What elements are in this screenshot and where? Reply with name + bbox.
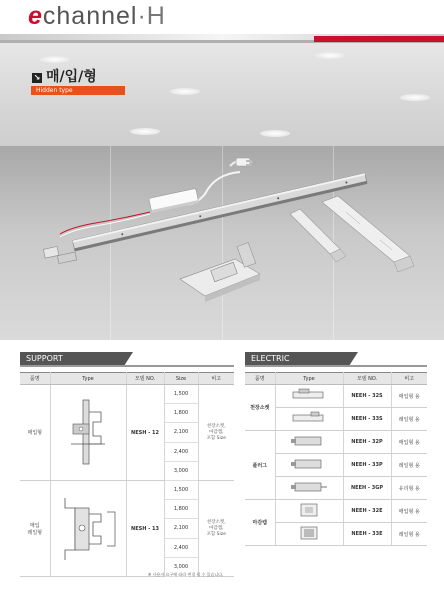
group-name: 플러그 — [245, 431, 275, 500]
support-section-label: SUPPORT — [20, 352, 124, 366]
electric-table — [245, 372, 427, 546]
electric-section-label: ELECTRIC — [245, 352, 349, 366]
electric-header-row — [245, 373, 427, 385]
size-cell: 1,800 — [164, 404, 198, 423]
type-image — [275, 385, 343, 408]
page-title: ↘ 매/입/형 — [33, 69, 97, 85]
remark: 천장소켓, 마감캡, 포함 Size — [198, 385, 234, 481]
table-row — [245, 385, 427, 408]
type-image — [275, 477, 343, 500]
model-number: NEEH - 33P — [343, 454, 391, 477]
brand-logo: echannel·H — [28, 2, 166, 30]
type-image — [275, 408, 343, 431]
remark: 매입형 용 — [391, 500, 427, 523]
profile-diagram — [53, 392, 123, 472]
table-row — [245, 431, 427, 454]
col-header: 비고 — [198, 373, 234, 385]
product-type-image — [50, 481, 126, 577]
size-cell: 2,100 — [164, 423, 198, 442]
support-header-row — [20, 373, 234, 385]
profile-diagram — [53, 488, 123, 568]
arrow-icon: ↘ — [33, 73, 41, 82]
size-cell: 2,400 — [164, 538, 198, 557]
product-name: 매입형 — [20, 385, 50, 481]
group-name: 천장소켓 — [245, 385, 275, 431]
remark: 매입형 용 — [391, 385, 427, 408]
support-table — [20, 372, 234, 577]
model-number: NEEH - 32S — [343, 385, 391, 408]
size-cell: 2,100 — [164, 519, 198, 538]
subtitle-bar: Hidden type — [31, 86, 125, 95]
col-header: 모델 NO. — [343, 373, 391, 385]
electric-divider — [245, 365, 427, 367]
size-cell: 1,500 — [164, 481, 198, 500]
product-type-image — [50, 385, 126, 481]
col-header: Type — [50, 373, 126, 385]
group-name: 마감캡 — [245, 500, 275, 546]
model-number: NESH - 12 — [126, 385, 164, 481]
model-number: NEEH - 3GP — [343, 477, 391, 500]
support-divider — [20, 365, 234, 367]
remark: 매입형 용 — [391, 431, 427, 454]
model-number: NEEH - 33E — [343, 523, 391, 546]
footnote: ※ 사용자 요구에 따라 변경 될 수 있습니다. — [148, 572, 224, 577]
size-cell: 1,500 — [164, 385, 198, 404]
type-image — [275, 523, 343, 546]
product-name: 매입 레일형 — [20, 481, 50, 577]
col-header: 품명 — [245, 373, 275, 385]
col-header: 비고 — [391, 373, 427, 385]
model-number: NEEH - 33S — [343, 408, 391, 431]
size-cell: 3,000 — [164, 557, 198, 576]
type-image — [275, 454, 343, 477]
table-row — [20, 481, 234, 500]
type-image — [275, 431, 343, 454]
col-header: Size — [164, 373, 198, 385]
remark: 천장소켓, 마감캡, 포함 Size — [198, 481, 234, 577]
remark: 레일형 용 — [391, 523, 427, 546]
col-header: Type — [275, 373, 343, 385]
model-number: NESH - 13 — [126, 481, 164, 577]
size-cell: 2,400 — [164, 442, 198, 461]
remark: 레일형 용 — [391, 408, 427, 431]
type-image — [275, 500, 343, 523]
remark: 유리형 용 — [391, 477, 427, 500]
remark: 레일형 용 — [391, 454, 427, 477]
col-header: 품명 — [20, 373, 50, 385]
size-cell: 1,800 — [164, 500, 198, 519]
model-number: NEEH - 32E — [343, 500, 391, 523]
size-cell: 3,000 — [164, 461, 198, 480]
col-header: 모델 NO. — [126, 373, 164, 385]
table-row — [20, 385, 234, 404]
table-row — [245, 500, 427, 523]
model-number: NEEH - 32P — [343, 431, 391, 454]
